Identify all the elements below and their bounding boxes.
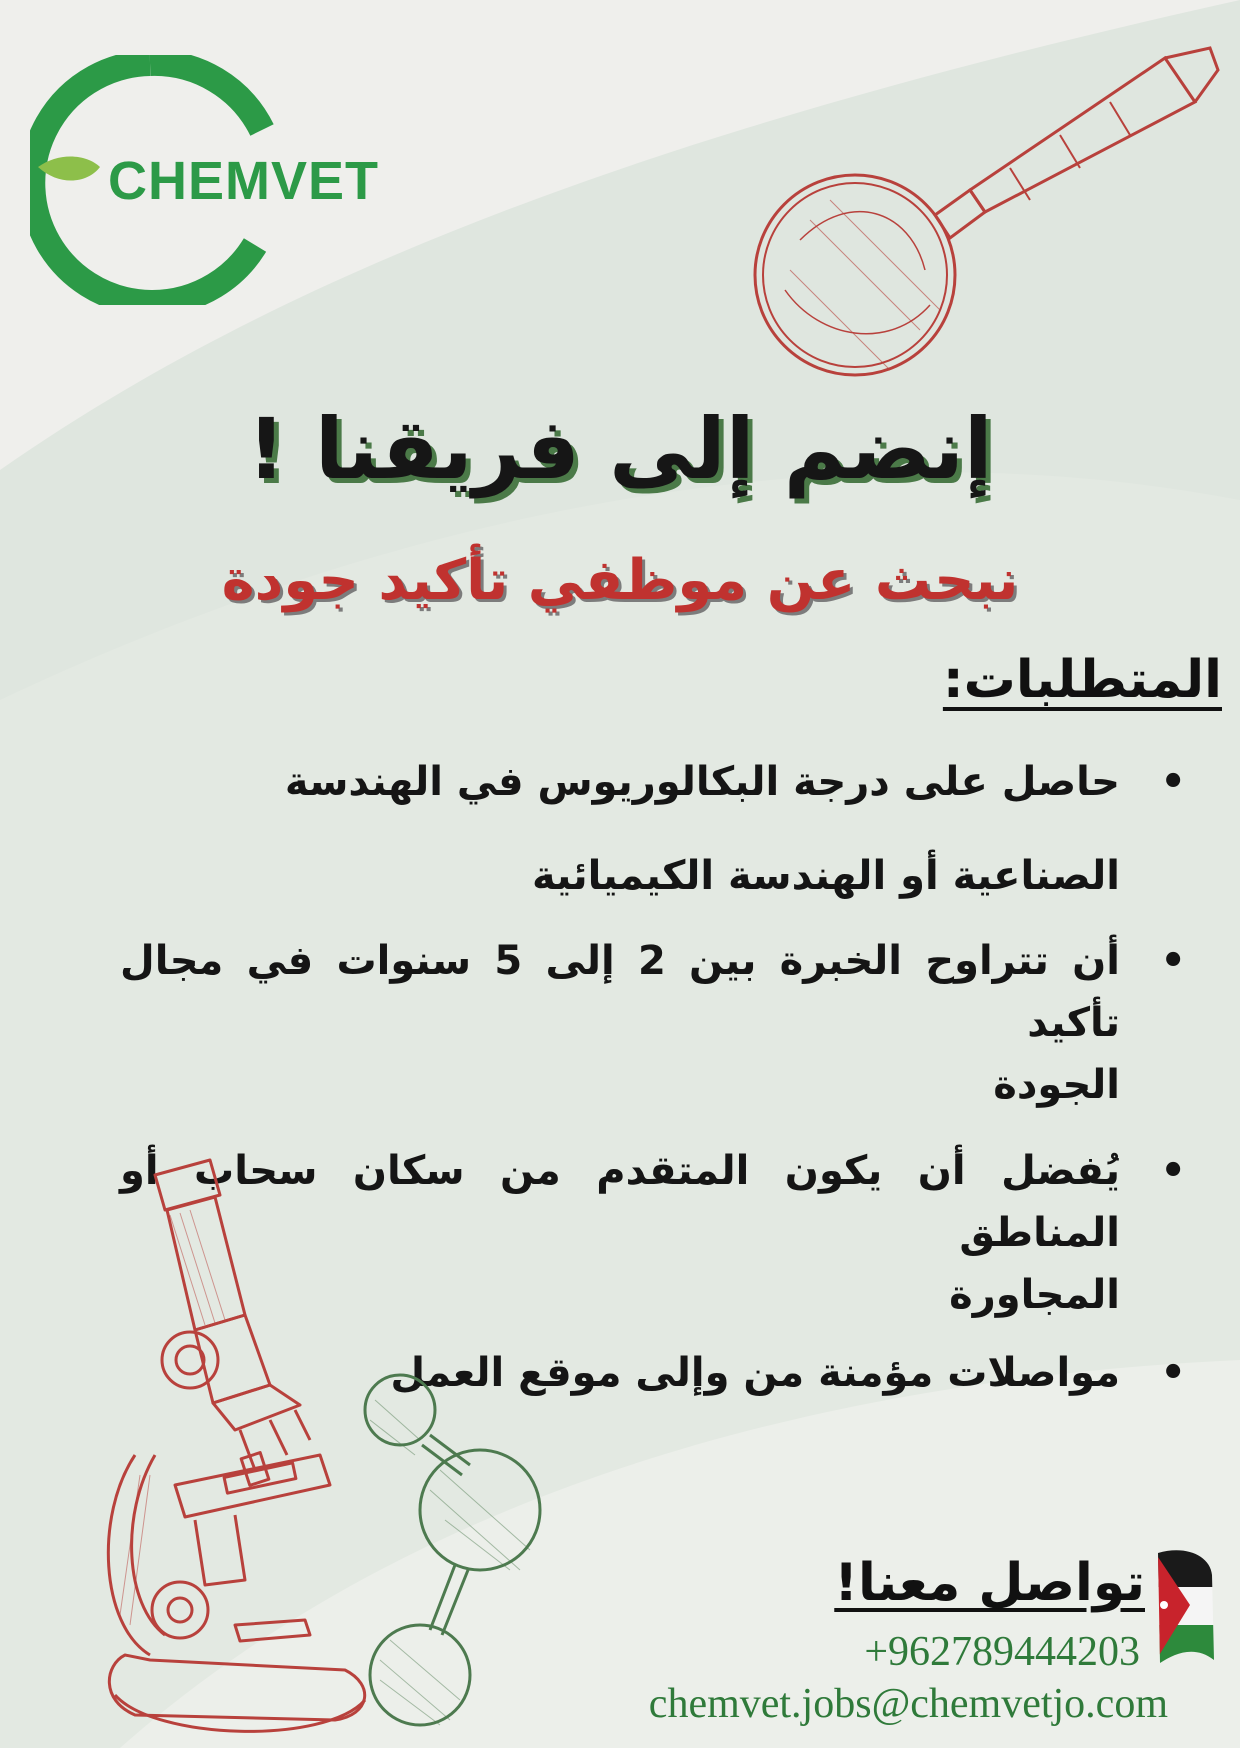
page-title: إنضم إلى فريقنا ! [247,400,993,498]
bullet-icon: • [1160,1148,1186,1194]
microscope-sketch [95,1155,395,1740]
contact-title: تواصل معنا! [834,1553,1145,1613]
jordan-flag-icon [1150,1545,1220,1670]
requirements-title: المتطلبات: [942,650,1222,710]
list-item [120,930,1186,1116]
requirement-text: الصناعية أو الهندسة الكيميائية [531,853,1120,899]
logo-wordmark: CHEMVET [108,151,380,211]
requirement-text: يُفضل أن يكون المتقدم من سكان سحاب أو المناطق [120,1148,1120,1256]
contact-email[interactable]: chemvet.jobs@chemvetjo.com [648,1681,1168,1727]
molecule-sketch [360,1370,580,1740]
requirement-text: الجودة [993,1062,1120,1108]
requirement-text: أن تتراوح الخبرة بين 2 إلى 5 سنوات في مجال تأكيد [120,938,1120,1046]
magnifier-sketch [740,40,1220,380]
list-item [120,752,1186,906]
bullet-icon: • [1160,759,1186,805]
bullet-icon: • [1160,938,1186,984]
requirement-text: حاصل على درجة البكالوريوس في الهندسة [284,759,1120,805]
requirement-text: المجاورة [949,1272,1120,1318]
requirement-text: مواصلات مؤمنة من وإلى موقع العمل [390,1350,1120,1396]
bullet-icon: • [1160,1350,1186,1396]
job-subtitle: نبحث عن موظفي تأكيد جودة [221,548,1019,613]
contact-phone[interactable]: +962789444203 [864,1629,1140,1675]
